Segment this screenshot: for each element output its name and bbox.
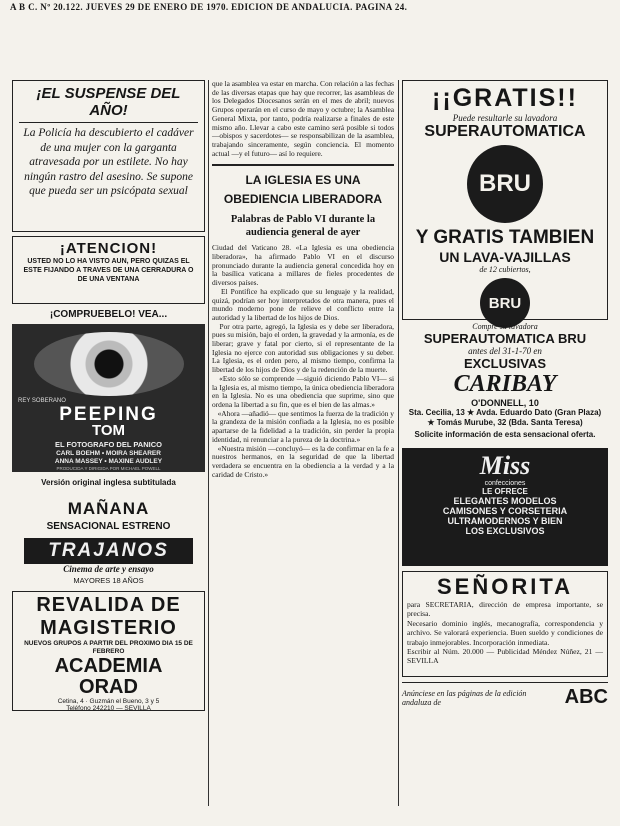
- suspense-title: ¡EL SUSPENSE DEL AÑO!: [19, 85, 198, 123]
- senorita-ad: [402, 571, 608, 677]
- poster-cast-2: ANNA MASSEY • MAXINE AUDLEY: [54, 458, 163, 465]
- bru-logo-2: BRU: [480, 278, 530, 328]
- miss-logo: Miss: [479, 451, 531, 480]
- atencion-title: ¡ATENCION!: [59, 240, 158, 257]
- atencion-text: USTED NO LO HA VISTO AUN, PERO QUIZAS EL ESTE FIJANDO A TRAVES DE UNA CERRADURA O DE UNA VENTANA: [23, 258, 194, 283]
- academy-phone: Teléfono 242210 — SEVILLA: [66, 705, 151, 712]
- senorita-title: SEÑORITA: [436, 574, 574, 599]
- academy-address: Cetina, 4 · Guzmán el Bueno, 3 y 5: [57, 698, 160, 705]
- column-rule-2: [398, 80, 399, 806]
- miss-line-4: ULTRAMODERNOS Y BIEN: [447, 516, 563, 526]
- abc-footer: [402, 682, 608, 709]
- eye-image: [34, 332, 184, 396]
- theater-banner: TRAJANOS: [24, 538, 193, 564]
- date-note: antes del 31-1-70 en: [468, 346, 542, 356]
- estreno-title: SENSACIONAL ESTRENO: [46, 521, 171, 532]
- miss-line-3: CAMISONES Y CORSETERIA: [442, 506, 568, 516]
- cubiertos-note: de 12 cubiertos,: [479, 265, 531, 274]
- exclusivas-title: EXCLUSIVAS: [463, 356, 547, 371]
- miss-line-5: LOS EXCLUSIVOS: [465, 526, 545, 536]
- version-note: Versión original inglesa subtitulada: [41, 478, 176, 487]
- suspense-text: La Policía ha descubierto el cadáver de una mujer con la garganta atravesada por un estilete. No hay ningún rastro del asesino. Se supone que pueda ser un psicópata sexual: [23, 127, 194, 197]
- miss-line-2: ELEGANTES MODELOS: [453, 496, 557, 506]
- senorita-text: para SECRETARIA, dirección de empresa importante, se precisa. Necesario dominio inglés, mecanografía, correspondencia y archivo. Se valorará experiencia. Buen sueldo y condiciones de trabajo inmejorables. Incorporación inmediata. Escribir al Núm. 20.000 — Publicidad Méndez Núñez, 21 — SEVILLA: [407, 600, 603, 666]
- suspense-ad: [12, 80, 205, 232]
- poster-credit: PRODUCIDA Y DIRIGIDA POR MICHAEL POWELL: [56, 466, 161, 471]
- reval-title-2: MAGISTERIO: [40, 617, 177, 639]
- miss-ad: [402, 448, 608, 566]
- superauto-bru: SUPERAUTOMATICA BRU: [423, 331, 587, 346]
- article-body: Ciudad del Vaticano 28. «La Iglesia es una obediencia liberadora», ha afirmado Pablo VI en el discurso pronunciado durante la audiencia general concedida hoy en la basílica vaticana a millares de fieles procedentes de diversos países. El Pontífice ha explicado que su lenguaje y la realidad, quizá, podrían ser hoy interpretados de otra manera, pues el mundo moderno pone de relieve el conflicto entre la autoridad y la libertad de los hijos de Dios. Por otra parte, agregó, la Iglesia es y debe ser liberadora, pues su misión, bajo el orden, la gravedad y la armonía, es de liberar; grave y fatal por cierto, si el representante de la Iglesia no ejerce con autoridad sus obligaciones y su deber. La Iglesia, es el orden pero, al mismo tiempo, confirma la libertad de los hijos de Dios y de la redención de la muerte. «Esto sólo se comprende —siguió diciendo Pablo VI— si la Iglesia es, al mismo tiempo, la única obediencia liberadora en la Iglesia. No es una obediencia que suprime, sino que ordena la libertad a su fin, que es el bien de las almas.» «Ahora —añadió— que sentimos la fuerza de la tradición y la grandeza de la misión confiada a la Iglesia, no es posible apartarse de la fidelidad a la tradición, sin perder la propia identidad, ni renunciar a la pureza de la doctrina.» «Nuestra misión —concluyó— es la de confirmar en la fe a nuestros hermanos, en la seguridad de que la libertad verdadera se encuentra en la obediencia a la verdad y a la caridad de Cristo.»: [212, 243, 395, 479]
- article-headline: LA IGLESIA ES UNA OBEDIENCIA LIBERADORA: [223, 173, 383, 207]
- bru-logo: BRU: [467, 145, 543, 223]
- poster-tag: REY SOBERANO: [18, 398, 66, 404]
- manana-title: MAÑANA: [67, 499, 150, 518]
- headline-rule: [212, 164, 394, 166]
- reval-title-1: REVALIDA DE: [36, 594, 181, 616]
- compruebelo-line: ¡COMPRUEBELO! VEA...: [49, 309, 168, 320]
- orad-title: ORAD: [79, 676, 138, 698]
- atencion-ad: [12, 236, 205, 304]
- academia-title: ACADEMIA: [54, 655, 163, 677]
- cariba-logo: CARIBAY: [453, 371, 557, 397]
- abc-logo: ABC: [564, 686, 608, 708]
- lava-vajillas: UN LAVA-VAJILLAS: [439, 249, 571, 265]
- gratis-title: ¡¡GRATIS!!: [432, 84, 578, 112]
- poster-cast-1: CARL BOEHM • MOIRA SHEARER: [56, 450, 161, 457]
- age-note: MAYORES 18 AÑOS: [73, 576, 144, 585]
- solicite-note: Solicite información de esta sensacional oferta.: [414, 430, 596, 439]
- reval-note: NUEVOS GRUPOS A PARTIR DEL PROXIMO DIA 15 DE FEBRERO: [24, 640, 193, 655]
- bru-ad: [402, 80, 608, 320]
- poster-subtitle: EL FOTOGRAFO DEL PANICO: [55, 440, 162, 449]
- page-header: A B C. Nº 20.122. JUEVES 29 DE ENERO DE 1970. EDICION DE ANDALUCIA. PAGINA 24.: [10, 2, 408, 12]
- movie-poster: [12, 324, 205, 472]
- miss-subtitle: confecciones: [484, 480, 526, 487]
- store-street: O'DONNELL, 10: [471, 398, 539, 408]
- store-addresses: Sta. Cecilia, 13 ★ Avda. Eduardo Dato (Gran Plaza) ★ Tomás Murube, 32 (Bda. Santa Teresa): [408, 408, 602, 427]
- miss-line-1: LE OFRECE: [482, 487, 528, 496]
- footer-text: Anúnciese en las páginas de la edición andaluza de: [402, 688, 527, 707]
- intro-text: que la asamblea va estar en marcha. Con relación a las fechas de las diversas etapas que hay que recorrer, las asambleas de los Delegados Diocesanos serán en el mes de abril; nuevos Grupos operarán en el curso de mayo y octubre; la Asamblea General Mixta, por tanto, podría realizarse a finales de este mismo año. Llevar a cabo este camino será posible si todos —obispos y sacerdotes— se responsabilizan de la asamblea, trabajando sinceramente, según conciencia. El momento actual —y el futuro— así lo requiere.: [212, 79, 396, 158]
- reval-ad: [12, 591, 205, 711]
- gratis-tambien: Y GRATIS TAMBIEN: [415, 227, 595, 248]
- theater-subtitle: Cinema de arte y ensayo: [63, 564, 154, 574]
- middle-column: [212, 80, 394, 806]
- column-rule-1: [208, 80, 209, 806]
- compre-note: Compre su lavadora: [472, 322, 538, 331]
- right-column: [402, 80, 608, 709]
- article-subheadline: Palabras de Pablo VI durante la audiencia general de ayer: [230, 214, 376, 239]
- superauto-title: SUPERAUTOMATICA: [424, 123, 586, 140]
- regalo-note: Puede resultarle su lavadora: [452, 113, 558, 123]
- store-ad: [402, 320, 608, 442]
- poster-title-tom: TOM: [91, 422, 126, 439]
- poster-title-peeping: PEEPING: [59, 404, 158, 425]
- left-column: [12, 80, 205, 711]
